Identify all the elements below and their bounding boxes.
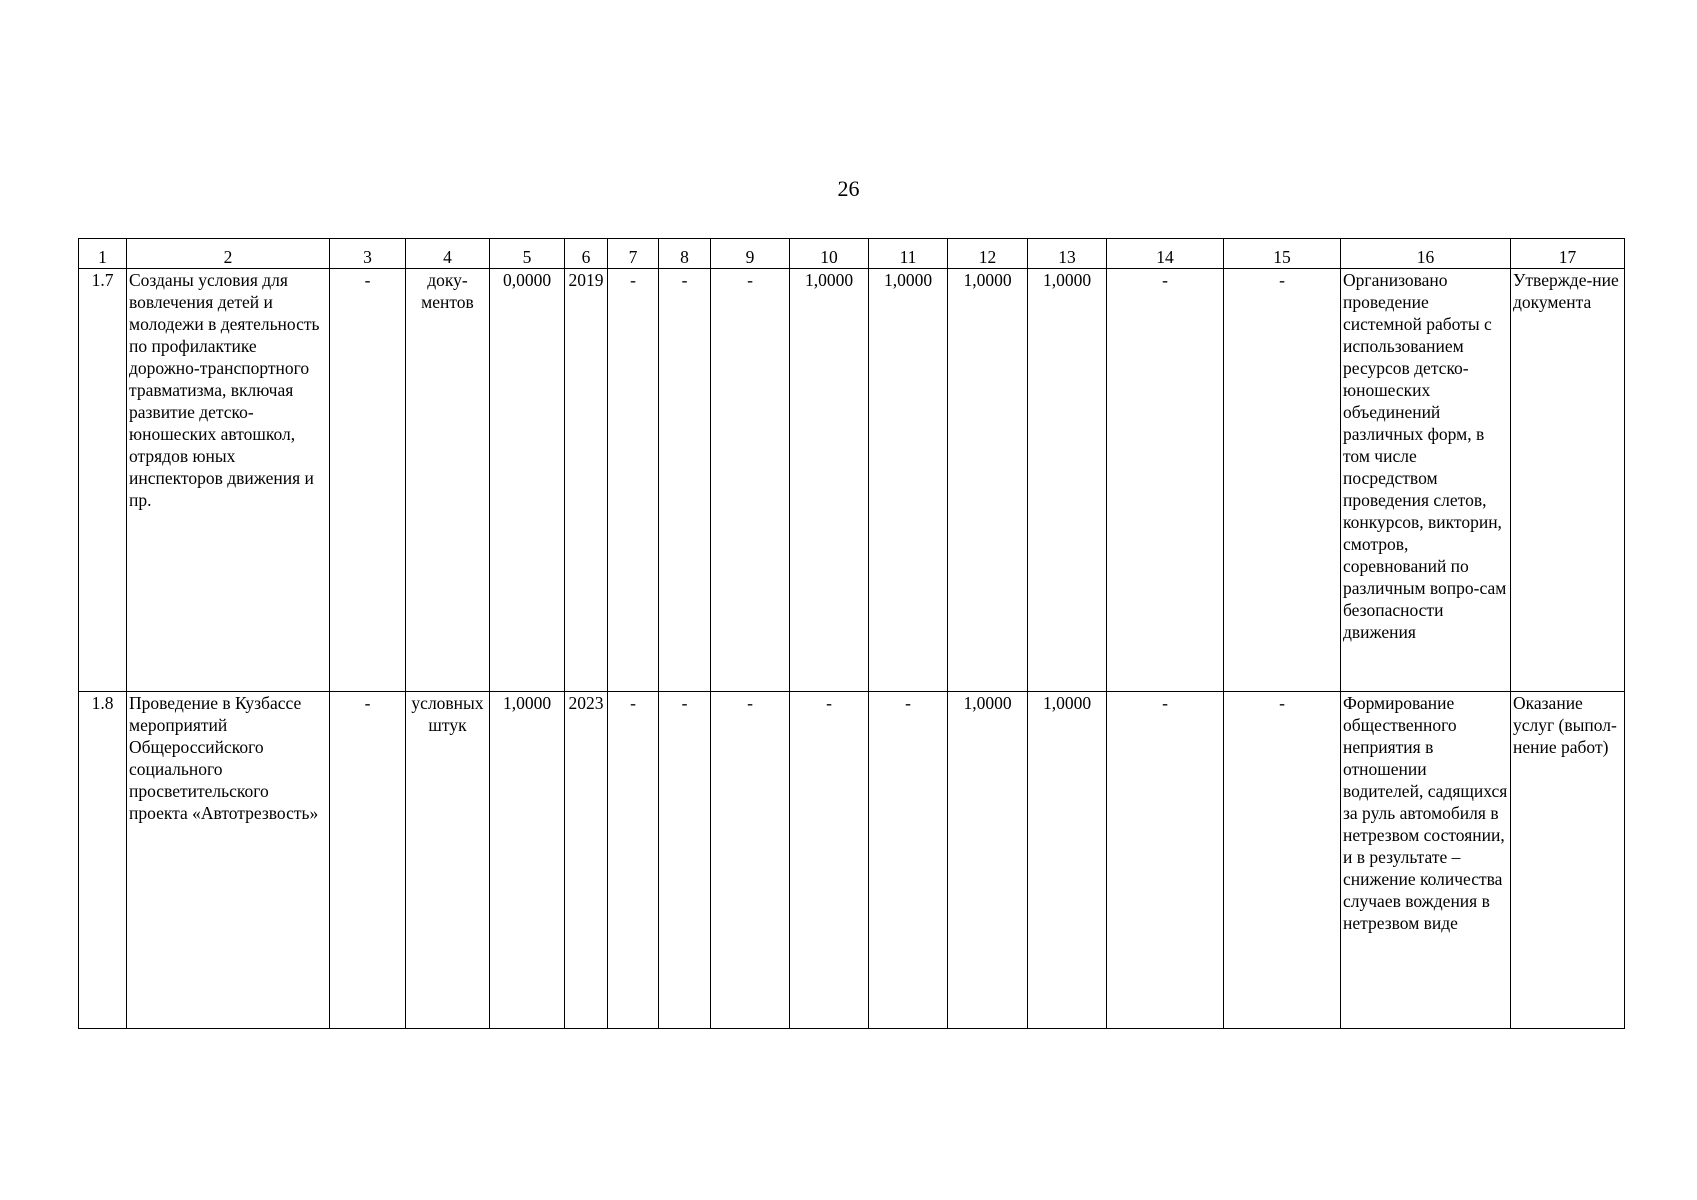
table-cell: - [608, 692, 659, 1029]
table-cell: 1,0000 [869, 269, 948, 692]
row-number-cell: 1.7 [79, 269, 127, 692]
result-cell: Организовано проведение системной работы с использованием ресурсов детско-юношеских объединений различных форм, в том числе посредством проведения слетов, конкурсов, викторин, смотров, соревнований по различным вопро-сам безопасности движения [1341, 269, 1511, 692]
header-cell: 14 [1107, 239, 1224, 269]
table-cell: - [659, 269, 711, 692]
header-cell: 10 [790, 239, 869, 269]
table-cell: 1,0000 [948, 692, 1028, 1029]
table-cell: - [1107, 269, 1224, 692]
table-cell: - [608, 269, 659, 692]
table-row [79, 692, 1625, 1029]
unit-cell: условных штук [406, 692, 490, 1029]
table-cell: - [711, 692, 790, 1029]
header-cell: 11 [869, 239, 948, 269]
table-cell: - [790, 692, 869, 1029]
row-number-cell: 1.8 [79, 692, 127, 1029]
table-cell: - [1107, 692, 1224, 1029]
table-cell: - [1224, 269, 1341, 692]
table-cell: 1,0000 [1028, 269, 1107, 692]
header-cell: 12 [948, 239, 1028, 269]
table-cell: 1,0000 [948, 269, 1028, 692]
type-cell: Утвержде-ние документа [1511, 269, 1625, 692]
table-cell: - [711, 269, 790, 692]
header-cell: 5 [490, 239, 565, 269]
table-cell: - [659, 692, 711, 1029]
header-cell: 1 [79, 239, 127, 269]
header-cell: 6 [565, 239, 608, 269]
year-cell: 2019 [565, 269, 608, 692]
table-cell: 0,0000 [490, 269, 565, 692]
unit-cell: доку-ментов [406, 269, 490, 692]
header-cell: 15 [1224, 239, 1341, 269]
document-table [78, 238, 1625, 1029]
table-cell: - [330, 269, 406, 692]
header-cell: 9 [711, 239, 790, 269]
table-header-row [79, 239, 1625, 269]
table-cell: - [330, 692, 406, 1029]
header-cell: 2 [127, 239, 330, 269]
table-cell: 1,0000 [790, 269, 869, 692]
header-cell: 8 [659, 239, 711, 269]
header-cell: 4 [406, 239, 490, 269]
table-cell: 1,0000 [490, 692, 565, 1029]
description-cell: Проведение в Кузбассе мероприятий Общероссийского социального просветительского проекта «Автотрезвость» [127, 692, 330, 1029]
table-row [79, 269, 1625, 692]
header-cell: 7 [608, 239, 659, 269]
year-cell: 2023 [565, 692, 608, 1029]
header-cell: 3 [330, 239, 406, 269]
header-cell: 16 [1341, 239, 1511, 269]
header-cell: 17 [1511, 239, 1625, 269]
page-number: 26 [837, 176, 860, 201]
result-cell: Формирование общественного неприятия в отношении водителей, садящихся за руль автомобиля в нетрезвом состоянии, и в результате – снижение количества случаев вождения в нетрезвом виде [1341, 692, 1511, 1029]
type-cell: Оказание услуг (выпол-нение работ) [1511, 692, 1625, 1029]
description-cell: Созданы условия для вовлечения детей и молодежи в деятельность по профилактике дорожно-транспортного травматизма, включая развитие детско-юношеских автошкол, отрядов юных инспекторов движения и пр. [127, 269, 330, 692]
header-cell: 13 [1028, 239, 1107, 269]
table-cell: - [1224, 692, 1341, 1029]
table-cell: - [869, 692, 948, 1029]
table-cell: 1,0000 [1028, 692, 1107, 1029]
